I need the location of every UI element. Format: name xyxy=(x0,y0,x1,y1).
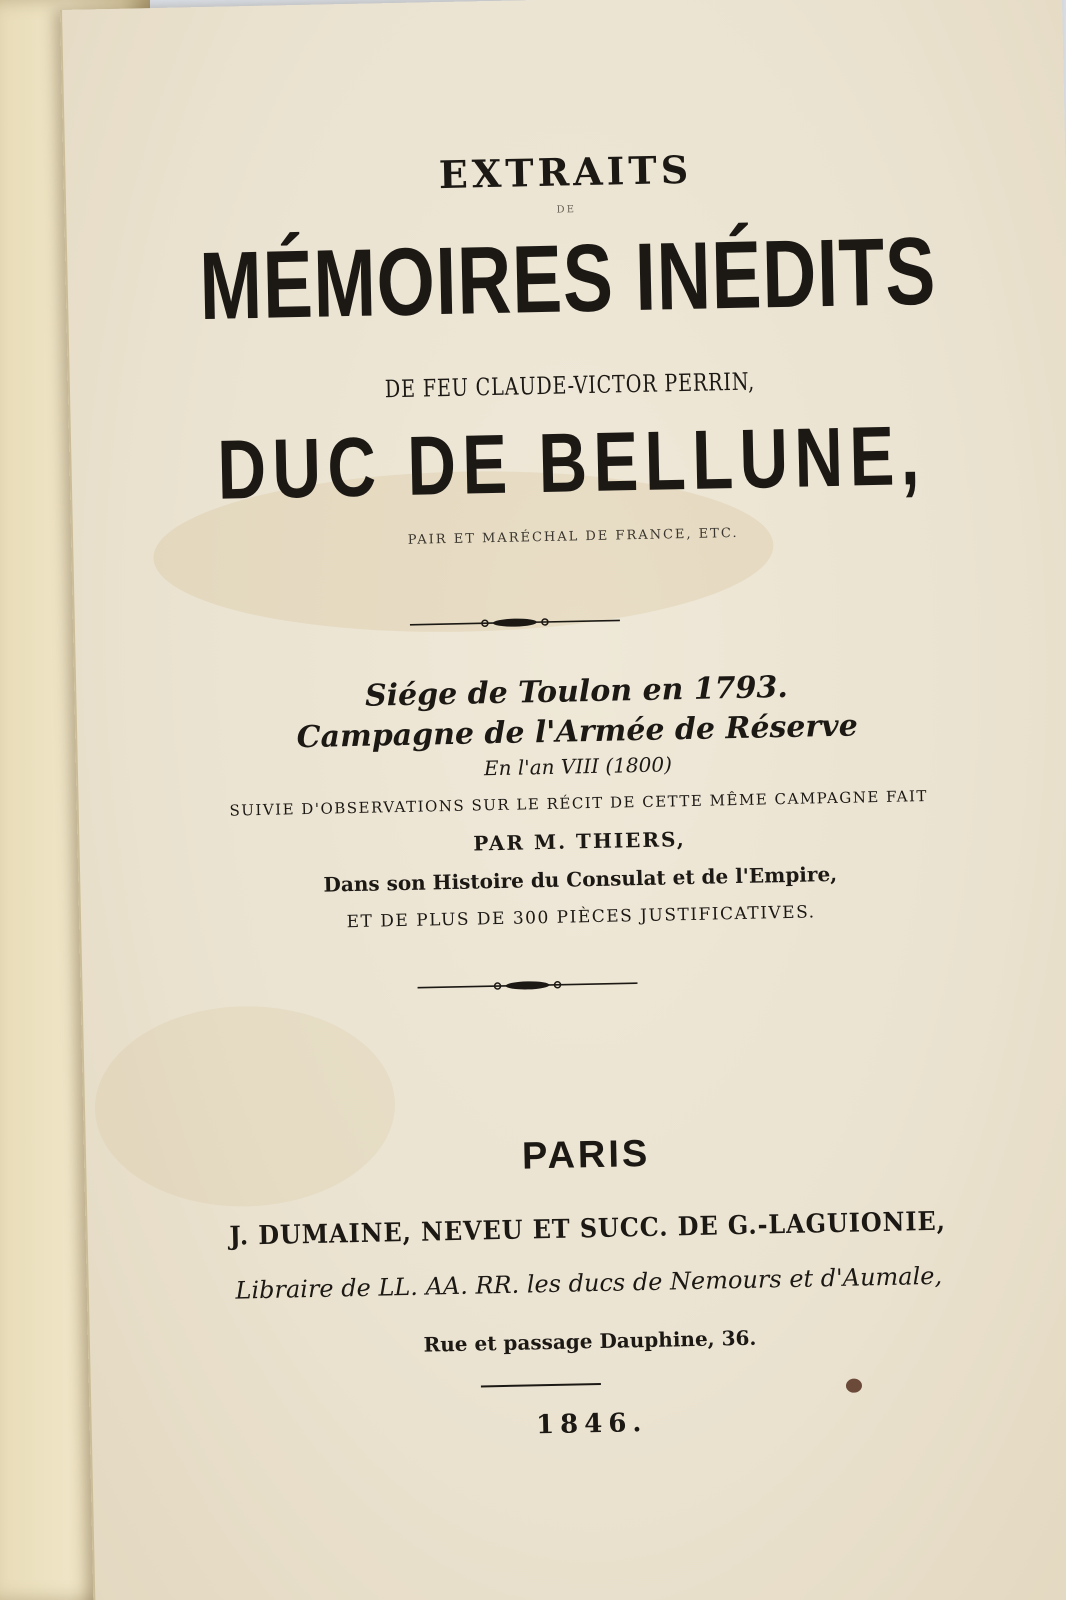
rule-divider xyxy=(91,1364,1066,1405)
duke-title: DUC DE BELLUNE, xyxy=(216,407,927,517)
bookseller-line: Libraire de LL. AA. RR. les ducs de Nemours et d'Aumale, xyxy=(235,1261,943,1305)
de-small: DE xyxy=(556,204,577,216)
pieces-line: ET DE PLUS DE 300 PIÈCES JUSTIFICATIVES. xyxy=(346,902,816,933)
author-line: DE FEU CLAUDE-VICTOR PERRIN, xyxy=(384,367,756,404)
city-paris: PARIS xyxy=(521,1132,651,1178)
section-campagne: Campagne de l'Armée de Réserve xyxy=(296,708,859,756)
publisher-line: J. DUMAINE, NEVEU ET SUCC. DE G.-LAGUIONIE, xyxy=(229,1206,947,1252)
observations-line: SUIVIE D'OBSERVATIONS SUR LE RÉCIT DE CETTE MÊME CAMPAGNE FAIT xyxy=(229,786,929,820)
year-1846: 1846. xyxy=(535,1408,648,1441)
rank-line: PAIR ET MARÉCHAL DE FRANCE, ETC. xyxy=(407,525,739,548)
address-line: Rue et passage Dauphine, 36. xyxy=(423,1325,757,1357)
year-line: En l'an VIII (1800) xyxy=(483,752,673,781)
main-title: MÉMOIRES INÉDITS xyxy=(198,217,937,341)
ornament-divider xyxy=(82,964,1066,1005)
history-line: Dans son Histoire du Consulat et de l'Empire, xyxy=(323,861,838,897)
extraits-heading: EXTRAITS xyxy=(438,146,693,198)
ink-spot xyxy=(846,1379,862,1393)
section-toulon: Siége de Toulon en 1793. xyxy=(364,669,789,714)
title-page xyxy=(60,0,1066,1600)
by-thiers-line: PAR M. THIERS, xyxy=(473,827,686,856)
